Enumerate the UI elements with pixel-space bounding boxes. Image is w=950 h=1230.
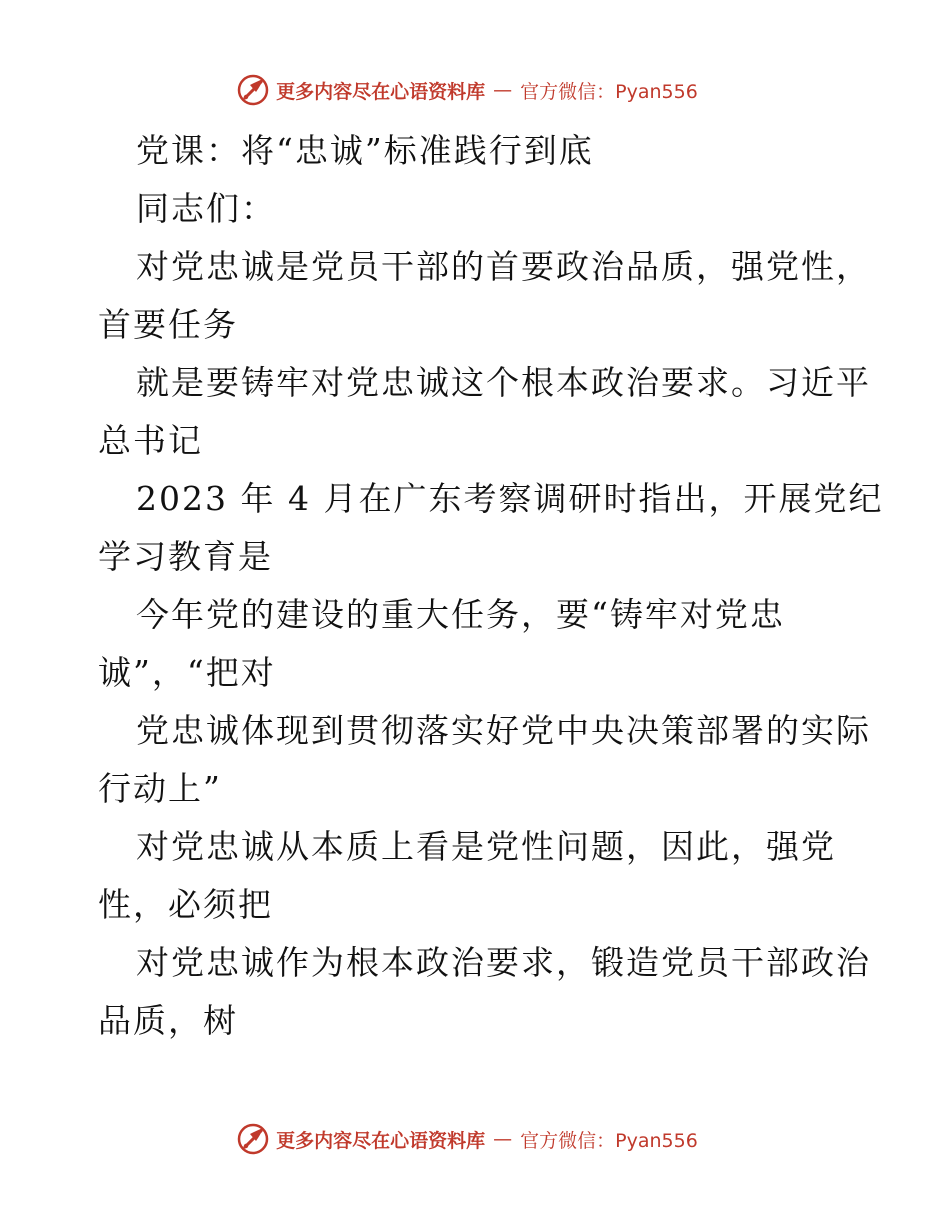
paragraph-line: 今年党的建设的重大任务，要“铸牢对党忠 <box>136 595 785 634</box>
paragraph-line: 品质，树 <box>98 1001 238 1040</box>
document-title: 党课：将“忠诚”标准践行到底 <box>136 131 594 170</box>
banner-wechat: 官方微信：Pyan556 <box>520 1129 698 1152</box>
paragraph-line: 首要任务 <box>98 305 238 344</box>
header-watermark-banner <box>0 70 950 110</box>
paragraph-line: 2023 年 4 月在广东考察调研时指出，开展党纪 <box>136 479 884 518</box>
greeting-line: 同志们： <box>136 189 276 228</box>
paragraph-line: 就是要铸牢对党忠诚这个根本政治要求。习近平 <box>136 363 871 402</box>
paragraph-line: 学习教育是 <box>98 537 273 576</box>
paragraph-line: 对党忠诚是党员干部的首要政治品质，强党性， <box>136 247 871 286</box>
paragraph-line: 党忠诚体现到贯彻落实好党中央决策部署的实际 <box>136 711 871 750</box>
quill-logo-icon <box>236 1122 270 1156</box>
footer-watermark-banner <box>0 1119 950 1159</box>
banner-title: 更多内容尽在心语资料库 <box>276 80 486 103</box>
paragraph-line: 总书记 <box>98 421 203 460</box>
header-banner-content <box>236 73 698 107</box>
paragraph-line: 对党忠诚从本质上看是党性问题，因此，强党 <box>136 827 836 866</box>
banner-wechat: 官方微信：Pyan556 <box>520 80 698 103</box>
banner-title: 更多内容尽在心语资料库 <box>276 1129 486 1152</box>
banner-dash: — <box>493 79 513 101</box>
paragraph-line: 对党忠诚作为根本政治要求，锻造党员干部政治 <box>136 943 871 982</box>
paragraph-line: 行动上” <box>98 769 222 808</box>
banner-dash: — <box>493 1128 513 1150</box>
footer-banner-content <box>236 1122 698 1156</box>
paragraph-line: 性，必须把 <box>98 885 273 924</box>
paragraph-line: 诚”，“把对 <box>98 653 276 692</box>
document-body <box>98 122 884 1050</box>
quill-logo-icon <box>236 73 270 107</box>
